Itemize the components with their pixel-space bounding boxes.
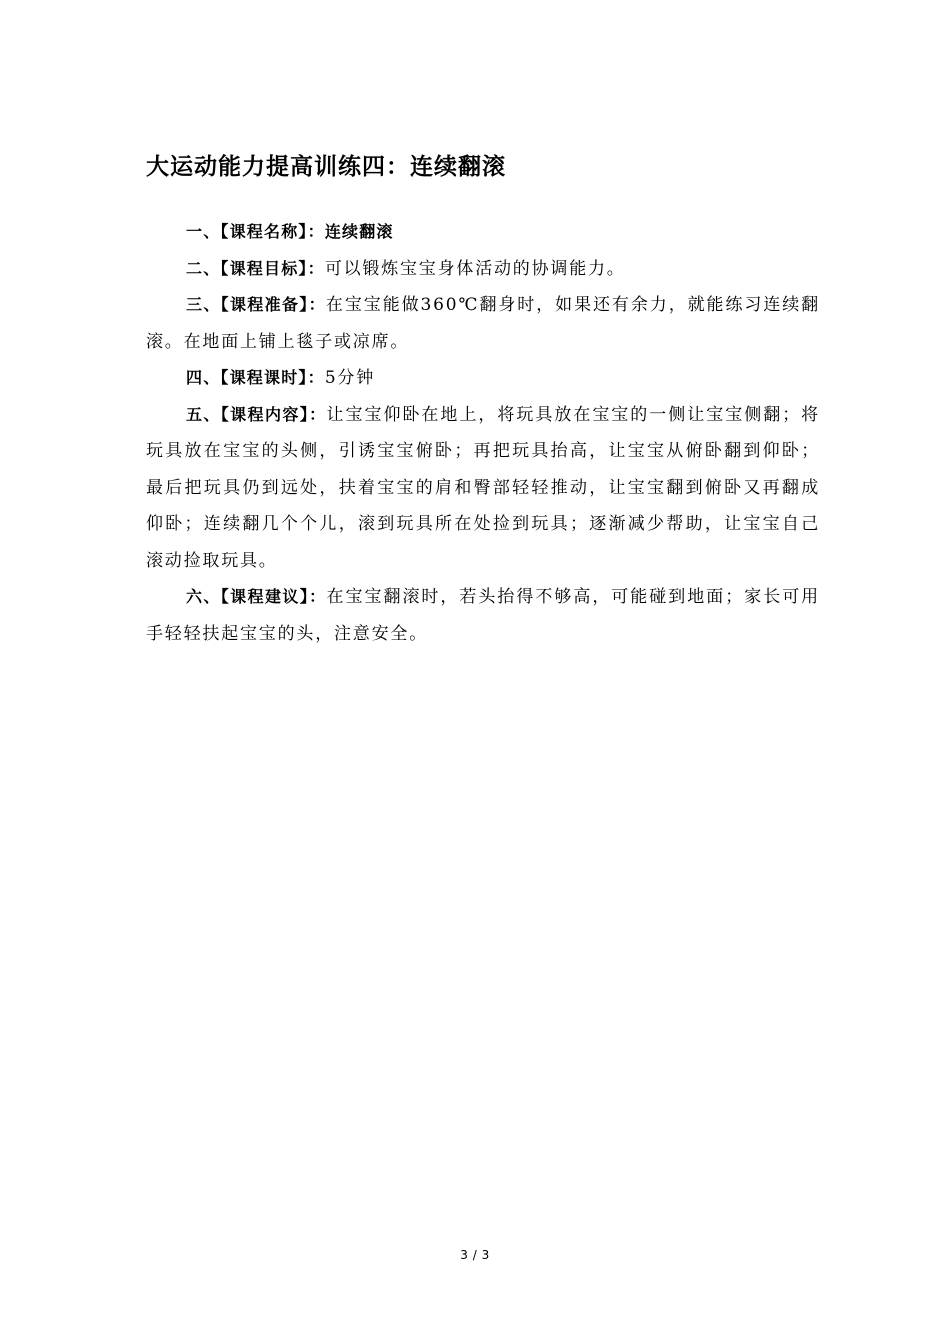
page-number: 3 / 3: [460, 1248, 490, 1262]
section-course-goal: [146, 251, 820, 288]
section-text: 让宝宝仰卧在地上，将玩具放在宝宝的一侧让宝宝侧翻；将玩具放在宝宝的头侧，引诱宝宝俯卧；再把玩具抬高，让宝宝从俯卧翻到仰卧；最后把玩具仍到远处，扶着宝宝的肩和臀部轻轻推动，让宝宝翻到俯卧又再翻成仰卧；连续翻几个个儿，滚到玩具所在处捡到玩具；逐渐减少帮助，让宝宝自己滚动捡取玩具。: [146, 404, 820, 571]
section-course-name: [146, 214, 820, 251]
section-text: 连续翻滚: [324, 222, 394, 241]
section-course-duration: [146, 360, 820, 397]
section-label: 一、【课程名称】：: [186, 222, 325, 241]
section-course-advice: [146, 579, 820, 652]
section-label: 五、【课程内容】：: [186, 404, 327, 424]
section-text: 可以锻炼宝宝身体活动的协调能力。: [324, 258, 626, 279]
section-label: 四、【课程课时】：: [186, 368, 325, 387]
section-label: 六、【课程建议】：: [186, 587, 327, 606]
document-title: 大运动能力提高训练四：连续翻滚: [146, 154, 506, 181]
section-text: 在宝宝能做360℃翻身时，如果还有余力，就能练习连续翻滚。在地面上铺上毯子或凉席。: [146, 295, 820, 352]
document-body: [146, 214, 820, 652]
section-text: 5分钟: [324, 368, 376, 388]
section-course-content: [146, 397, 820, 580]
section-label: 二、【课程目标】：: [186, 258, 325, 278]
section-label: 三、【课程准备】：: [186, 295, 326, 314]
section-course-preparation: [146, 287, 820, 360]
section-text: 在宝宝翻滚时，若头抬得不够高，可能碰到地面；家长可用手轻轻扶起宝宝的头，注意安全。: [146, 587, 820, 644]
